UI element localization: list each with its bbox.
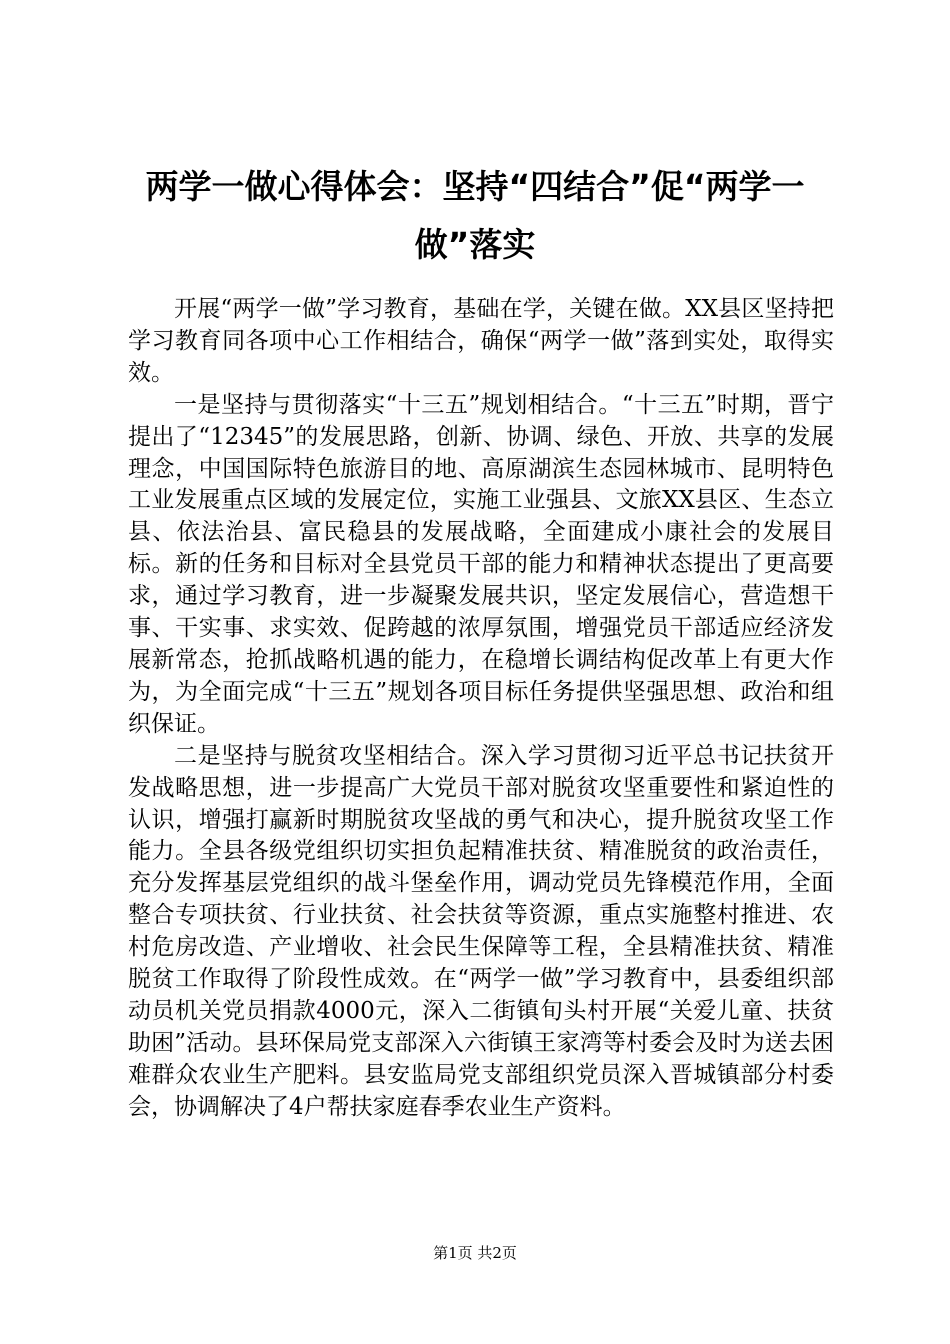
- document-body: [128, 294, 834, 1124]
- paragraph-point-two: 二是坚持与脱贫攻坚相结合。深入学习贯彻习近平总书记扶贫开发战略思想，进一步提高广大党员干部对脱贫攻坚重要性和紧迫性的认识，增强打赢新时期脱贫攻坚战的勇气和决心，提升脱贫攻坚工作能力。全县各级党组织切实担负起精准扶贫、精准脱贫的政治责任，充分发挥基层党组织的战斗堡垒作用，调动党员先锋模范作用，全面整合专项扶贫、行业扶贫、社会扶贫等资源，重点实施整村推进、农村危房改造、产业增收、社会民生保障等工程，全县精准扶贫、精准脱贫工作取得了阶段性成效。在“两学一做”学习教育中，县委组织部动员机关党员捐款4000元，深入二街镇旬头村开展“关爱儿童、扶贫助困”活动。县环保局党支部深入六街镇王家湾等村委会及时为送去困难群众农业生产肥料。县安监局党支部组织党员深入晋城镇部分村委会，协调解决了4户帮扶家庭春季农业生产资料。: [128, 742, 834, 1120]
- paragraph-intro: 开展“两学一做”学习教育，基础在学，关键在做。XX县区坚持把学习教育同各项中心工作相结合，确保“两学一做”落到实处，取得实效。: [128, 296, 834, 386]
- page-footer: 第1页 共2页: [433, 1244, 517, 1262]
- document-title: 两学一做心得体会：坚持“四结合”促“两学一做”落实: [145, 167, 805, 264]
- paragraph-point-one: 一是坚持与贯彻落实“十三五”规划相结合。“十三五”时期，晋宁提出了“12345”的发展思路，创新、协调、绿色、开放、共享的发展理念，中国国际特色旅游目的地、高原湖滨生态园林城市、昆明特色工业发展重点区域的发展定位，实施工业强县、文旅XX县区、生态立县、依法治县、富民稳县的发展战略，全面建成小康社会的发展目标。新的任务和目标对全县党员干部的能力和精神状态提出了更高要求，通过学习教育，进一步凝聚发展共识，坚定发展信心，营造想干事、干实事、求实效、促跨越的浓厚氛围，增强党员干部适应经济发展新常态，抢抓战略机遇的能力，在稳增长调结构促改革上有更大作为，为全面完成“十三五”规划各项目标任务提供坚强思想、政治和组织保证。: [128, 391, 834, 737]
